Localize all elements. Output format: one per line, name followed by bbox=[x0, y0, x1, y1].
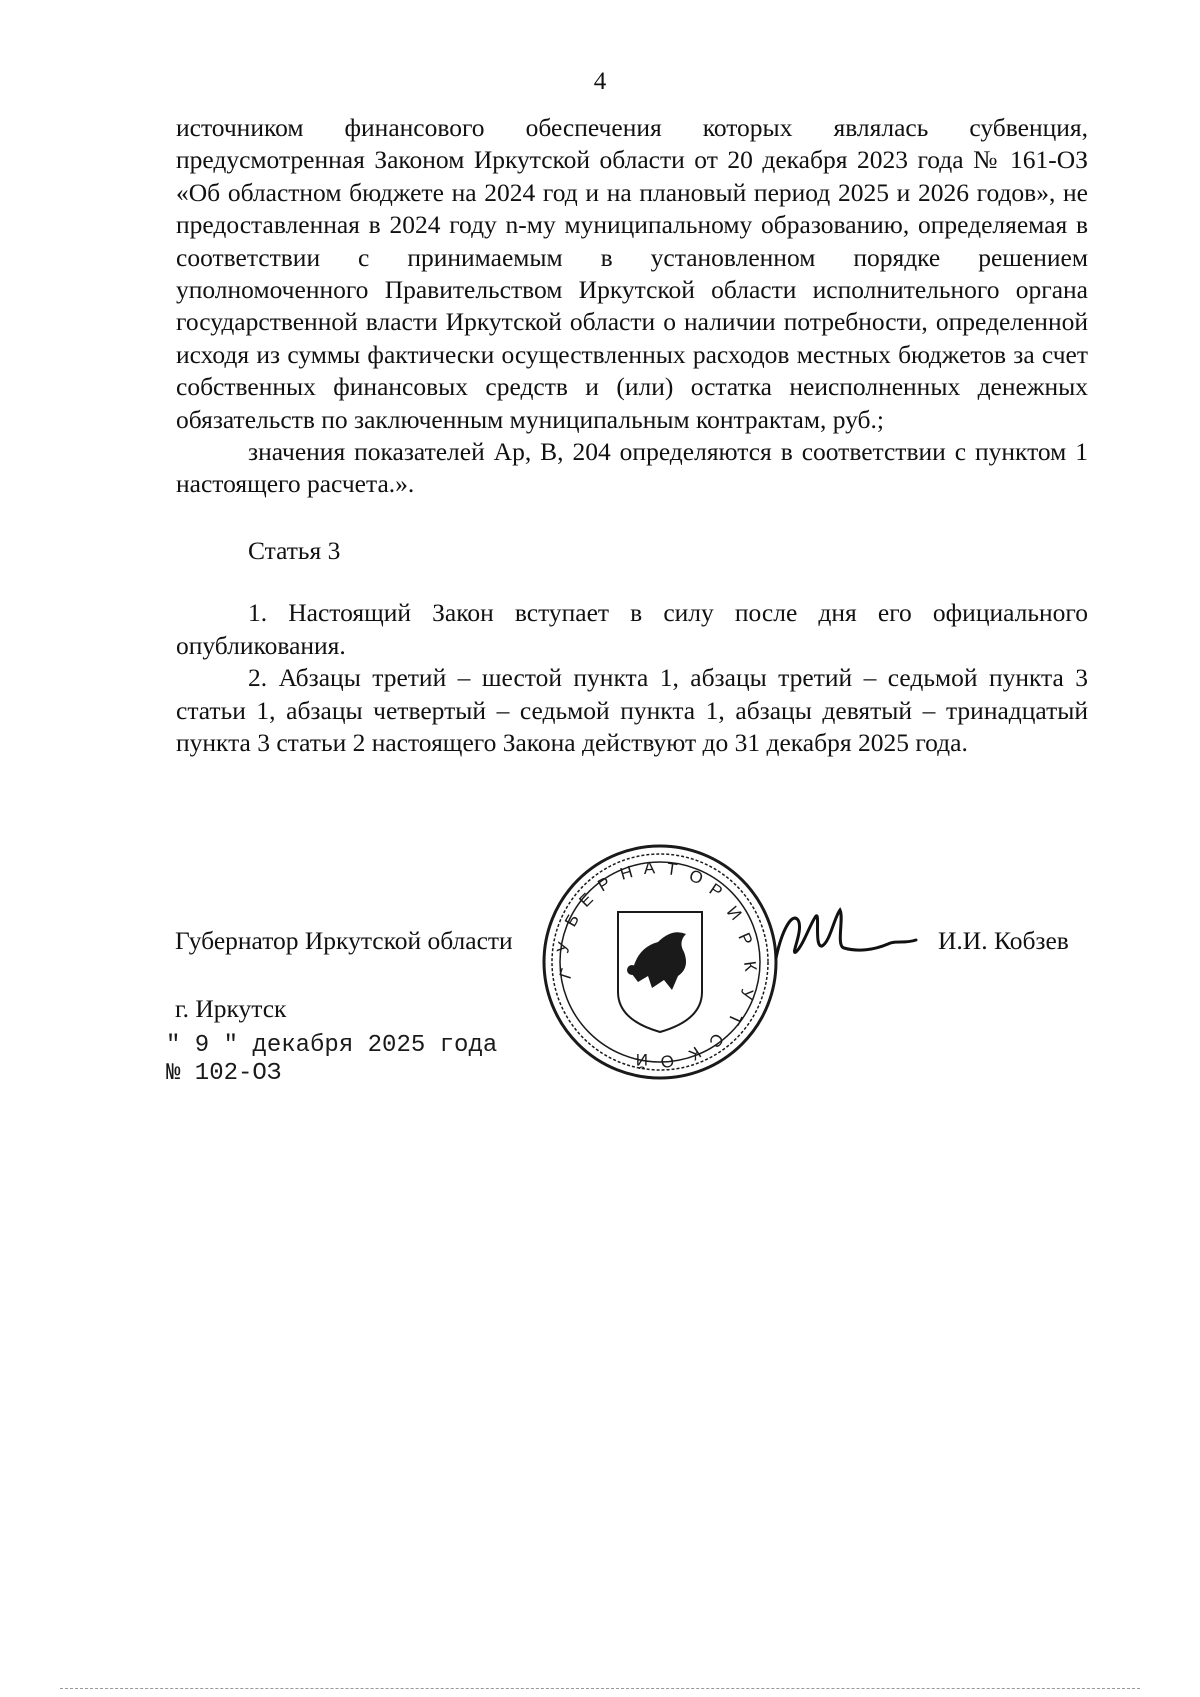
svg-text:Й: Й bbox=[635, 1050, 648, 1069]
svg-text:С: С bbox=[705, 1029, 728, 1052]
paragraph-continuation: источником финансового обеспечения которых являлась субвенция, предусмотренная Законом Иркутской области от 20 декабря 2023 года № 161-ОЗ «Об областном бюджете на 2024 год и на плановый период 2025 и 2026 годов», не предоставленная в 2024 году n-му муниципальному образованию, определяемая в соответствии с принимаемым в установленном порядке решением уполномоченного Правительством Иркутской области исполнительного органа государственной власти Иркутской области о наличии потребности, определенной исходя из суммы фактически осуществленных расходов местных бюджетов за счет собственных финансовых средств и (или) остатка неисполненных денежных обязательств по заключенным муниципальным контрактам, руб.; bbox=[176, 113, 1088, 434]
svg-text:Р: Р bbox=[594, 873, 614, 896]
svg-text:А: А bbox=[642, 858, 656, 878]
svg-text:К: К bbox=[740, 959, 761, 973]
governor-seal bbox=[540, 842, 780, 1082]
svg-text:Б: Б bbox=[561, 910, 584, 930]
page-number: 4 bbox=[593, 68, 607, 95]
signing-city: г. Иркутск bbox=[175, 994, 287, 1023]
svg-text:К: К bbox=[685, 1042, 705, 1064]
governor-name: И.И. Кобзев bbox=[938, 926, 1069, 955]
svg-text:У: У bbox=[736, 987, 757, 1001]
article-item-1: 1. Настоящий Закон вступает в силу после дня его официального опубликования. bbox=[176, 598, 1088, 660]
svg-text:Г: Г bbox=[555, 966, 577, 982]
svg-text:Т: Т bbox=[665, 859, 679, 880]
svg-text:Н: Н bbox=[617, 862, 635, 884]
signature-icon bbox=[770, 900, 920, 970]
svg-text:У: У bbox=[553, 940, 574, 955]
article-item-2: 2. Абзацы третий – шестой пункта 1, абзацы третий – седьмой пункта 3 статьи 1, абзацы четвертый – седьмой пункта 1, абзацы девятый – тринадцатый пункта 3 статьи 2 настоящего Закона действуют до 31 декабря 2025 года. bbox=[176, 663, 1088, 757]
svg-text:О: О bbox=[686, 865, 706, 889]
document-body bbox=[176, 112, 1088, 759]
article-heading: Статья 3 bbox=[248, 535, 341, 565]
paragraph-indicators: значения показателей Ар, В, 204 определяются в соответствии с пунктом 1 настоящего расчета.». bbox=[176, 437, 1088, 499]
footer-divider bbox=[60, 1688, 1140, 1689]
svg-text:Р: Р bbox=[705, 879, 726, 902]
svg-text:Т: Т bbox=[724, 1010, 746, 1028]
svg-text:И: И bbox=[722, 902, 746, 924]
svg-text:Е: Е bbox=[575, 889, 597, 911]
registration-number: № 102-ОЗ bbox=[166, 1060, 282, 1087]
irkutsk-coat-of-arms-icon bbox=[618, 912, 702, 1032]
svg-text:Р: Р bbox=[734, 929, 757, 948]
svg-text:О: О bbox=[658, 1050, 677, 1073]
governor-label: Губернатор Иркутской области bbox=[175, 926, 513, 955]
registration-date: " 9 " декабря 2025 года bbox=[166, 1032, 498, 1059]
